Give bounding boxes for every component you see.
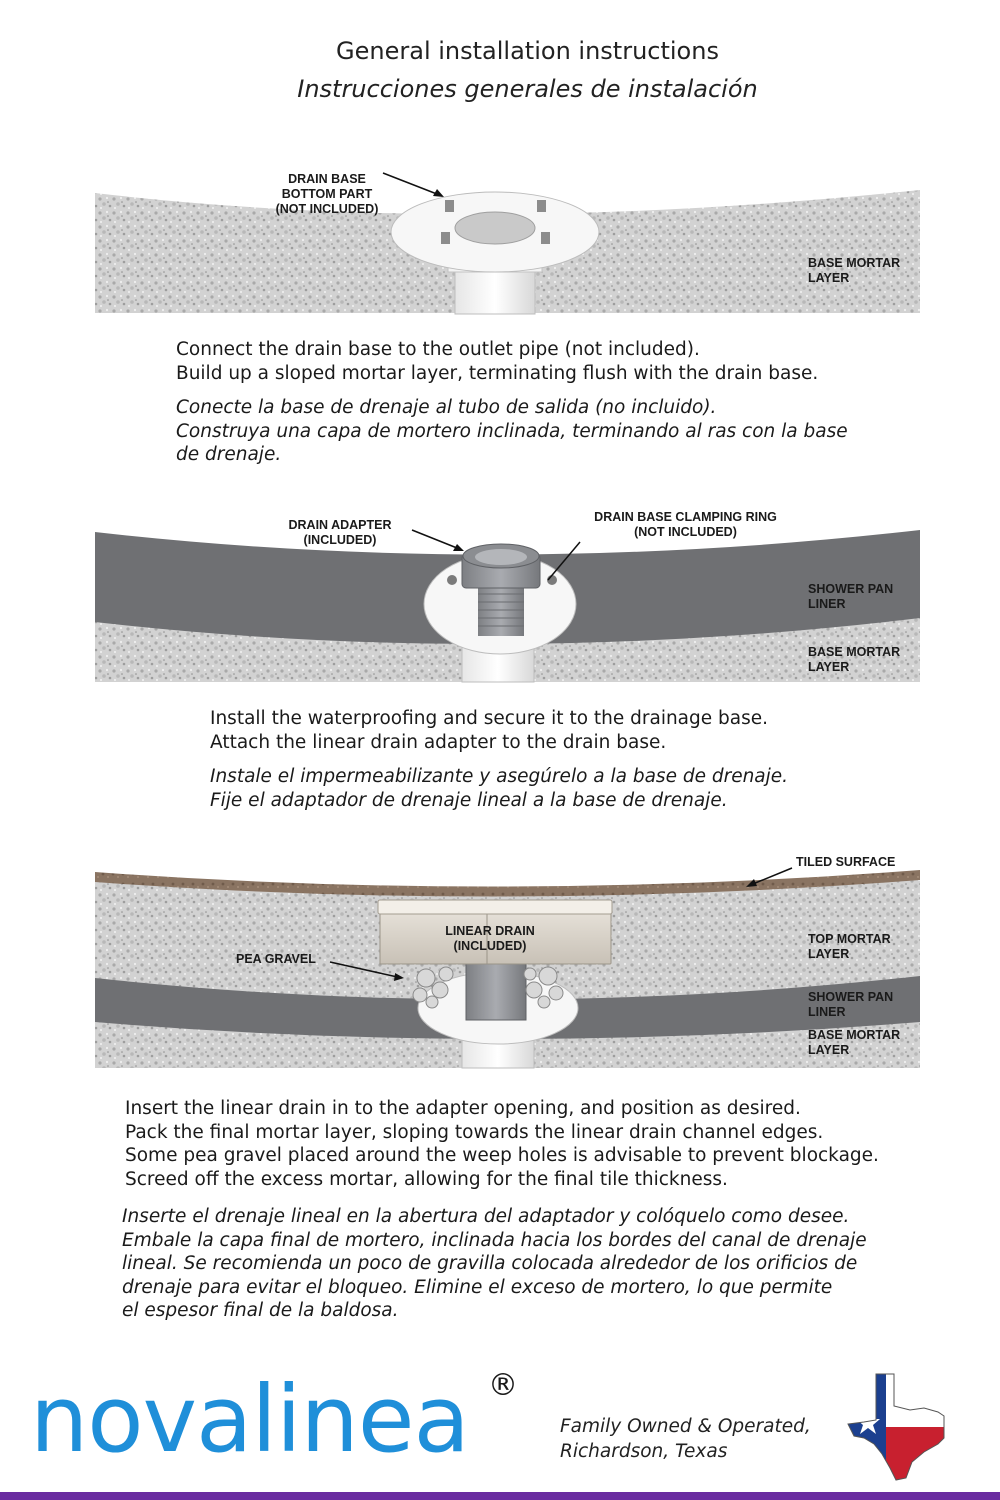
tagline: Family Owned & Operated, Richardson, Texas [560,1416,811,1462]
step3-text-en: Insert the linear drain in to the adapter opening, and position as desired. Pack the final mortar layer, sloping towards the linear drain channel edges. Some pea gravel placed around the weep holes is advisable to prevent blockage. Screed off the excess mortar, allowing for the final tile thickness. [125,1098,879,1190]
step2-text-es: Instale el impermeabilizante y asegúrelo a la base de drenaje. Fije el adaptador de drenaje lineal a la base de drenaje. [210,766,789,811]
label-base-mortar-2: BASE MORTAR LAYER [808,645,901,674]
bolt [537,200,546,212]
label-base-mortar-1: BASE MORTAR LAYER [808,256,901,285]
brand-logo: novalinea [30,1366,469,1473]
label-shower-pan-liner-2: SHOWER PAN LINER [808,582,894,611]
label-pea-gravel: PEA GRAVEL [236,952,316,966]
title-en: General installation instructions [336,37,719,65]
drain-adapter [466,958,526,1020]
bolt [441,232,450,244]
step1-text-en: Connect the drain base to the outlet pipe (not included). Build up a sloped mortar layer, terminating flush with the drain base. [176,339,819,384]
adapter-pointer [412,530,462,550]
label-drain-base: DRAIN BASE BOTTOM PART (NOT INCLUDED) [275,172,379,216]
label-shower-pan-liner-3: SHOWER PAN LINER [808,990,894,1019]
step3-text-es: Inserte el drenaje lineal en la abertura del adaptador y colóquelo como desee. Embale la capa final de mortero, inclinada hacia los bordes del canal de drenaje lineal. Se recomienda un poco de gravilla colocada alrededor de los orificios de drenaje para evitar el bloqueo. Elimine el exceso de mortero, lo que permite el espesor final de la baldosa. [122,1206,867,1321]
bolt [447,575,457,585]
linear-drain-top [378,900,612,914]
label-linear-drain: LINEAR DRAIN (INCLUDED) [445,924,535,953]
registered-mark: ® [488,1368,518,1403]
label-clamping-ring: DRAIN BASE CLAMPING RING (NOT INCLUDED) [594,510,777,539]
label-base-mortar-3: BASE MORTAR LAYER [808,1028,901,1057]
label-tiled-surface: TILED SURFACE [796,855,896,869]
bolt [541,232,550,244]
texas-flag-map-icon [846,1372,950,1482]
bottom-accent-bar [0,1492,1000,1500]
step1-text-es: Conecte la base de drenaje al tubo de salida (no incluido). Construya una capa de mortero inclinada, terminando al ras con la base de drenaje. [176,397,848,465]
drain-base-opening [455,212,535,244]
bolt [445,200,454,212]
label-drain-adapter: DRAIN ADAPTER (INCLUDED) [288,518,392,547]
title-es: Instrucciones generales de instalación [297,75,758,103]
label-top-mortar: TOP MORTAR LAYER [808,932,891,961]
step2-text-en: Install the waterproofing and secure it to the drainage base. Attach the linear drain adapter to the drain base. [210,708,769,753]
